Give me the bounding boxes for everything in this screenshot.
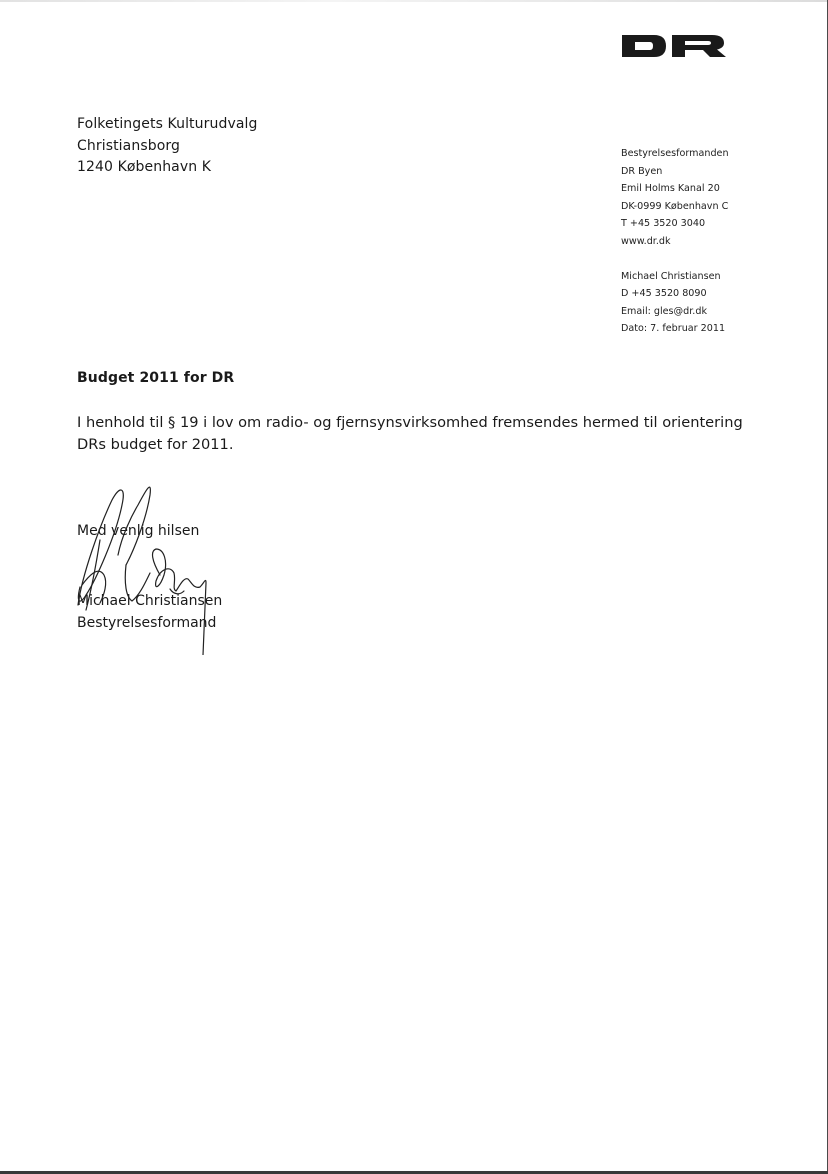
recipient-line: Folketingets Kulturudvalg [77,116,258,132]
recipient-address [77,114,257,179]
sender-contact-name: Michael Christiansen [621,270,721,282]
letter-subject: Budget 2011 for DR [77,370,235,386]
signatory-title: Bestyrelsesformand [77,615,217,631]
sender-city: DK-0999 København C [621,200,729,212]
sender-phone: T +45 3520 3040 [621,218,706,230]
sender-title: Bestyrelsesformanden [621,148,729,159]
scan-edge-top [0,0,828,2]
signatory-name: Michael Christiansen [77,593,223,609]
sender-block [621,145,729,338]
dr-logo [620,32,728,60]
handwritten-signature [60,465,240,655]
letter-body: I henhold til § 19 i lov om radio- og fjernsynsvirksomhed fremsendes hermed til orientering DRs budget for 2011. [77,414,743,453]
sender-street: Emil Holms Kanal 20 [621,183,720,195]
sender-website: www.dr.dk [621,235,671,247]
recipient-line: 1240 København K [77,159,212,175]
sender-org: DR Byen [621,165,663,177]
recipient-line: Christiansborg [77,137,180,154]
sender-direct-phone: D +45 3520 8090 [621,288,707,300]
closing-salutation: Med venlig hilsen [77,523,200,539]
letter-date: Dato: 7. februar 2011 [621,323,726,335]
sender-email: Email: gles@dr.dk [621,305,707,317]
